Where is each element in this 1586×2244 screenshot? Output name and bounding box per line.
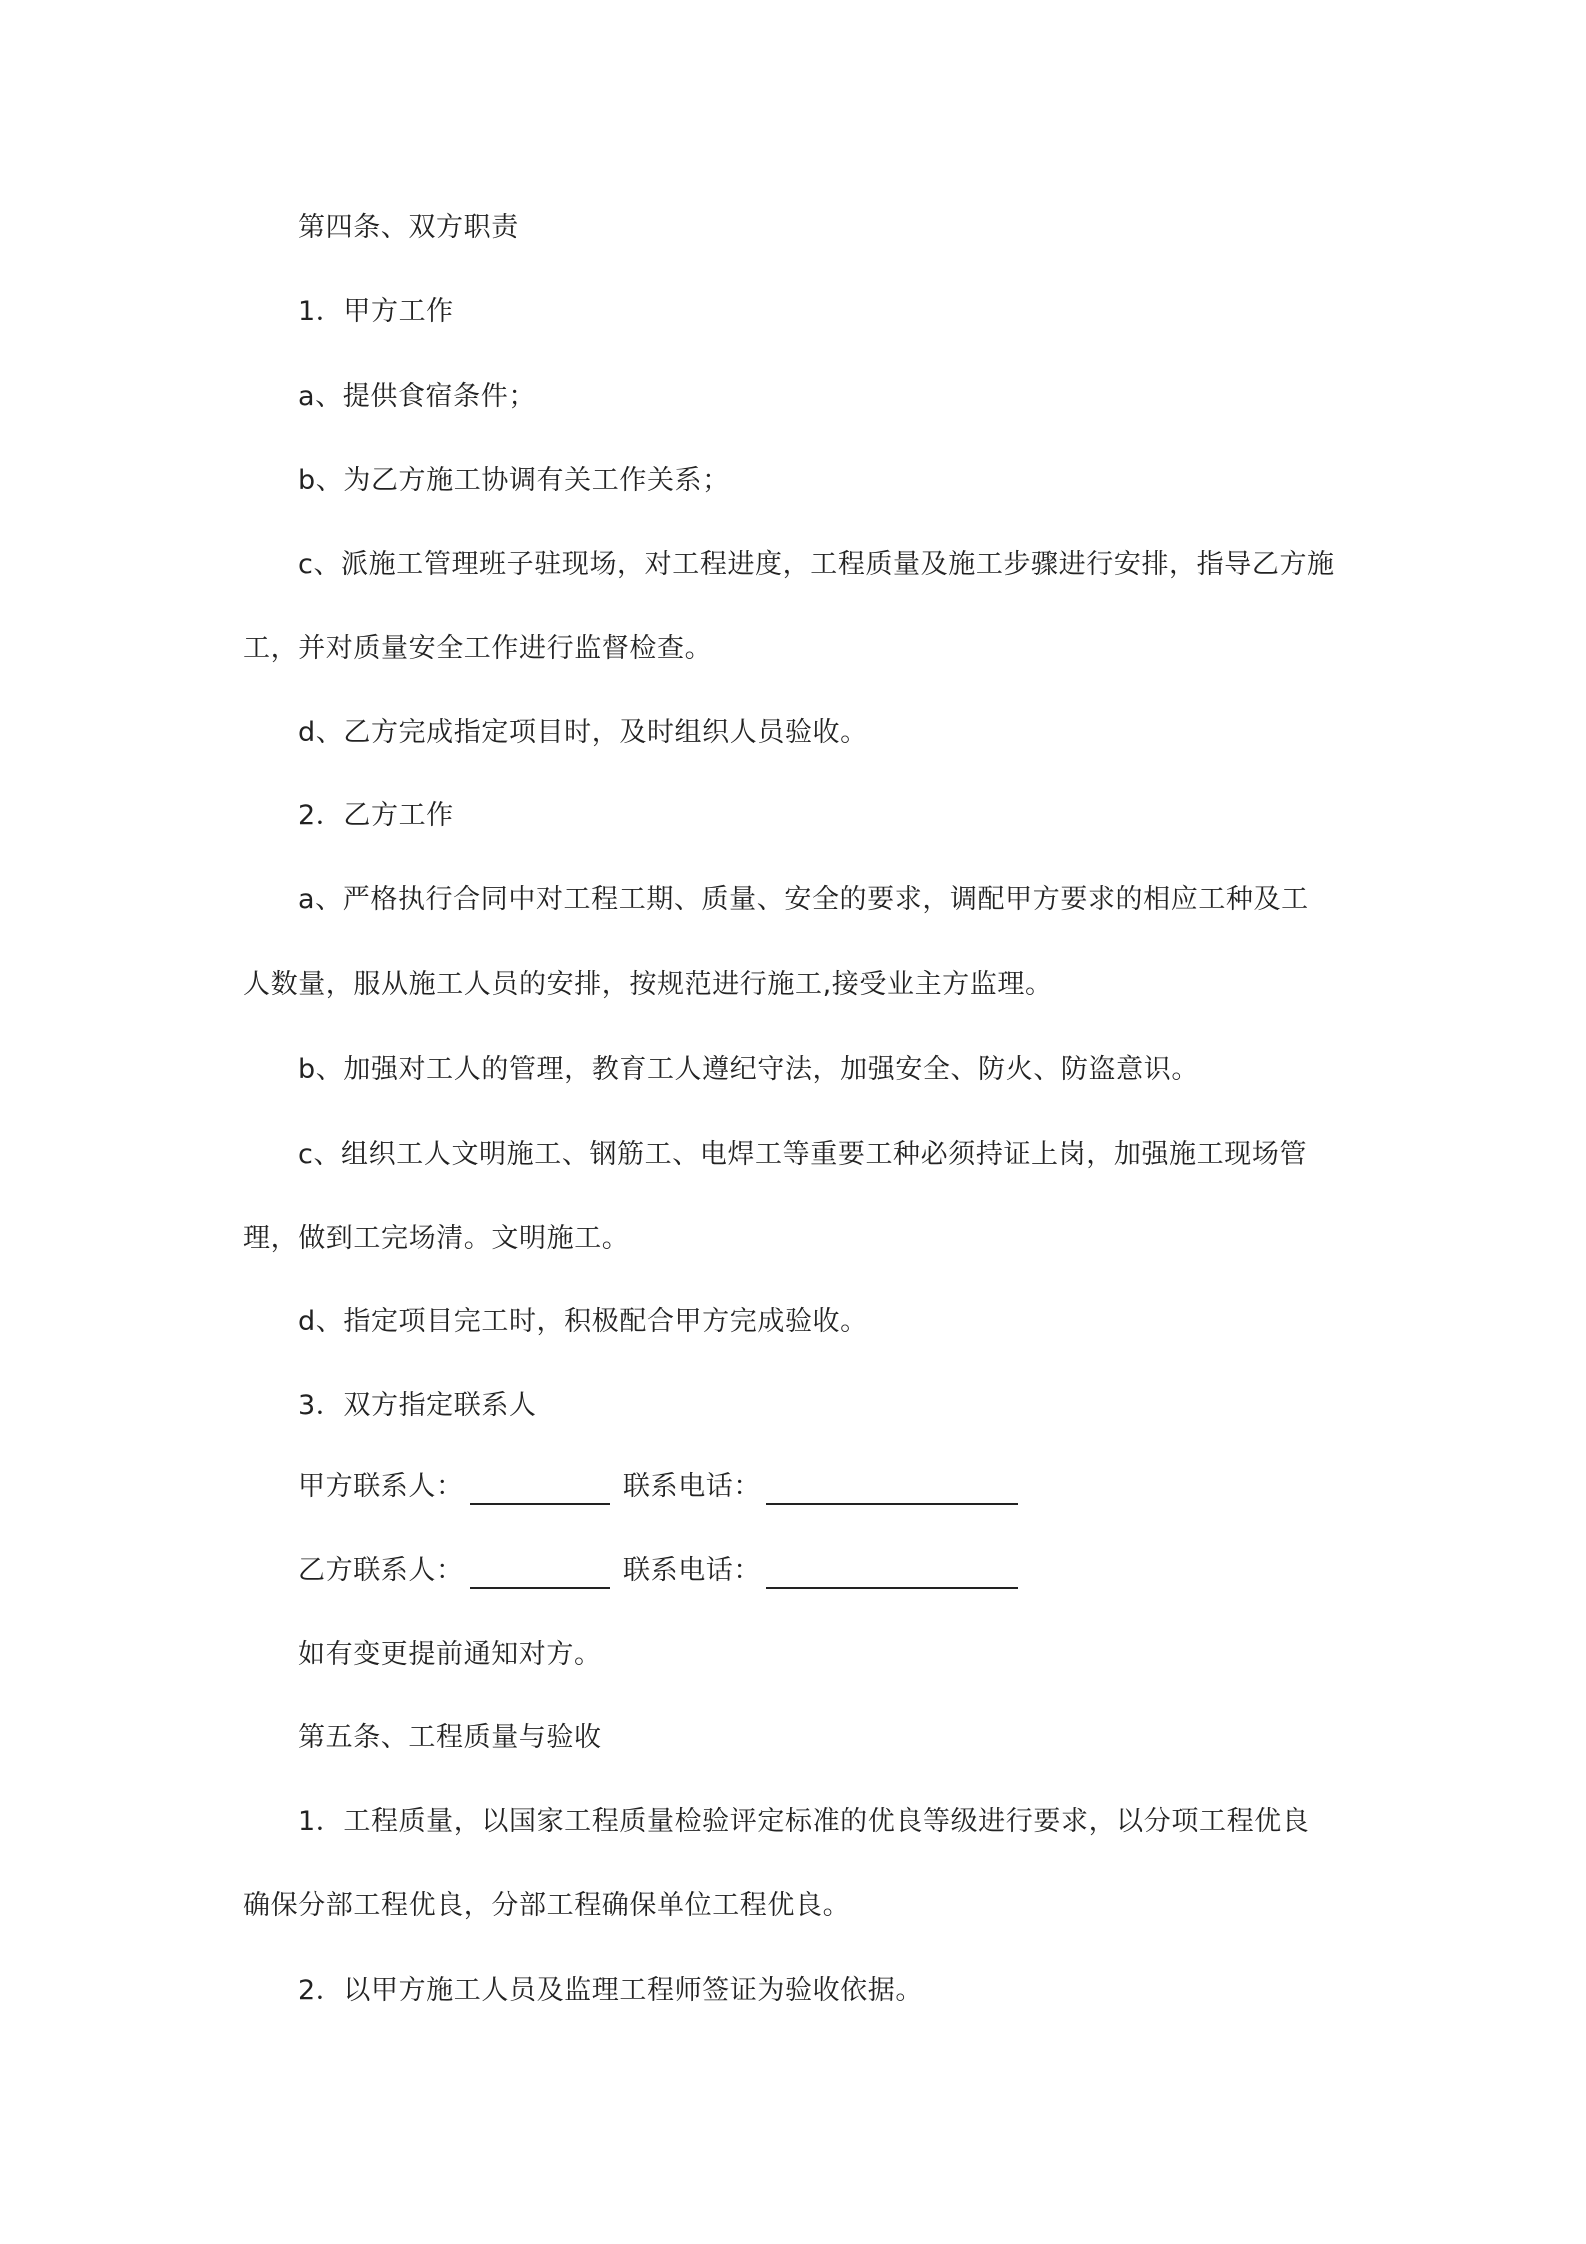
partyB-item-c-line1: c、组织工人文明施工、钢筋工、电焊工等重要工种必须持证上岗，加强施工现场管 xyxy=(298,1139,1308,1170)
partyB-item-a-line1: a、严格执行合同中对工程工期、质量、安全的要求，调配甲方要求的相应工种及工 xyxy=(298,884,1309,915)
partyB-contact-label: 乙方联系人： xyxy=(298,1555,464,1586)
article4-title: 第四条、双方职责 xyxy=(298,212,519,243)
partyB-heading: 2．乙方工作 xyxy=(298,800,454,831)
article5-item1-line2: 确保分部工程优良，分部工程确保单位工程优良。 xyxy=(243,1890,851,1921)
partyB-contact-blank xyxy=(470,1587,610,1589)
partyA-item-b: b、为乙方施工协调有关工作关系； xyxy=(298,465,730,496)
partyA-item-c-line2: 工，并对质量安全工作进行监督检查。 xyxy=(243,633,713,664)
contacts-heading: 3．双方指定联系人 xyxy=(298,1390,537,1421)
partyA-contact-blank xyxy=(470,1503,610,1505)
article5-title: 第五条、工程质量与验收 xyxy=(298,1722,602,1753)
article5-item2: 2．以甲方施工人员及监理工程师签证为验收依据。 xyxy=(298,1975,923,2006)
partyB-item-a-line2: 人数量，服从施工人员的安排，按规范进行施工,接受业主方监理。 xyxy=(243,969,1053,1000)
partyA-item-d: d、乙方完成指定项目时，及时组织人员验收。 xyxy=(298,717,868,748)
partyA-phone-blank xyxy=(766,1503,1018,1505)
partyA-item-a: a、提供食宿条件； xyxy=(298,381,536,412)
partyA-contact-label: 甲方联系人： xyxy=(298,1471,464,1502)
change-notice: 如有变更提前通知对方。 xyxy=(298,1639,602,1670)
partyA-item-c-line1: c、派施工管理班子驻现场，对工程进度，工程质量及施工步骤进行安排，指导乙方施 xyxy=(298,549,1335,580)
partyB-item-c-line2: 理，做到工完场清。文明施工。 xyxy=(243,1223,630,1254)
partyA-phone-label: 联系电话： xyxy=(623,1471,761,1502)
partyB-item-b: b、加强对工人的管理，教育工人遵纪守法，加强安全、防火、防盗意识。 xyxy=(298,1054,1199,1085)
partyA-heading: 1．甲方工作 xyxy=(298,296,454,327)
partyB-phone-blank xyxy=(766,1587,1018,1589)
partyB-item-d: d、指定项目完工时，积极配合甲方完成验收。 xyxy=(298,1306,868,1337)
partyB-phone-label: 联系电话： xyxy=(623,1555,761,1586)
article5-item1-line1: 1．工程质量，以国家工程质量检验评定标准的优良等级进行要求，以分项工程优良 xyxy=(298,1806,1310,1837)
